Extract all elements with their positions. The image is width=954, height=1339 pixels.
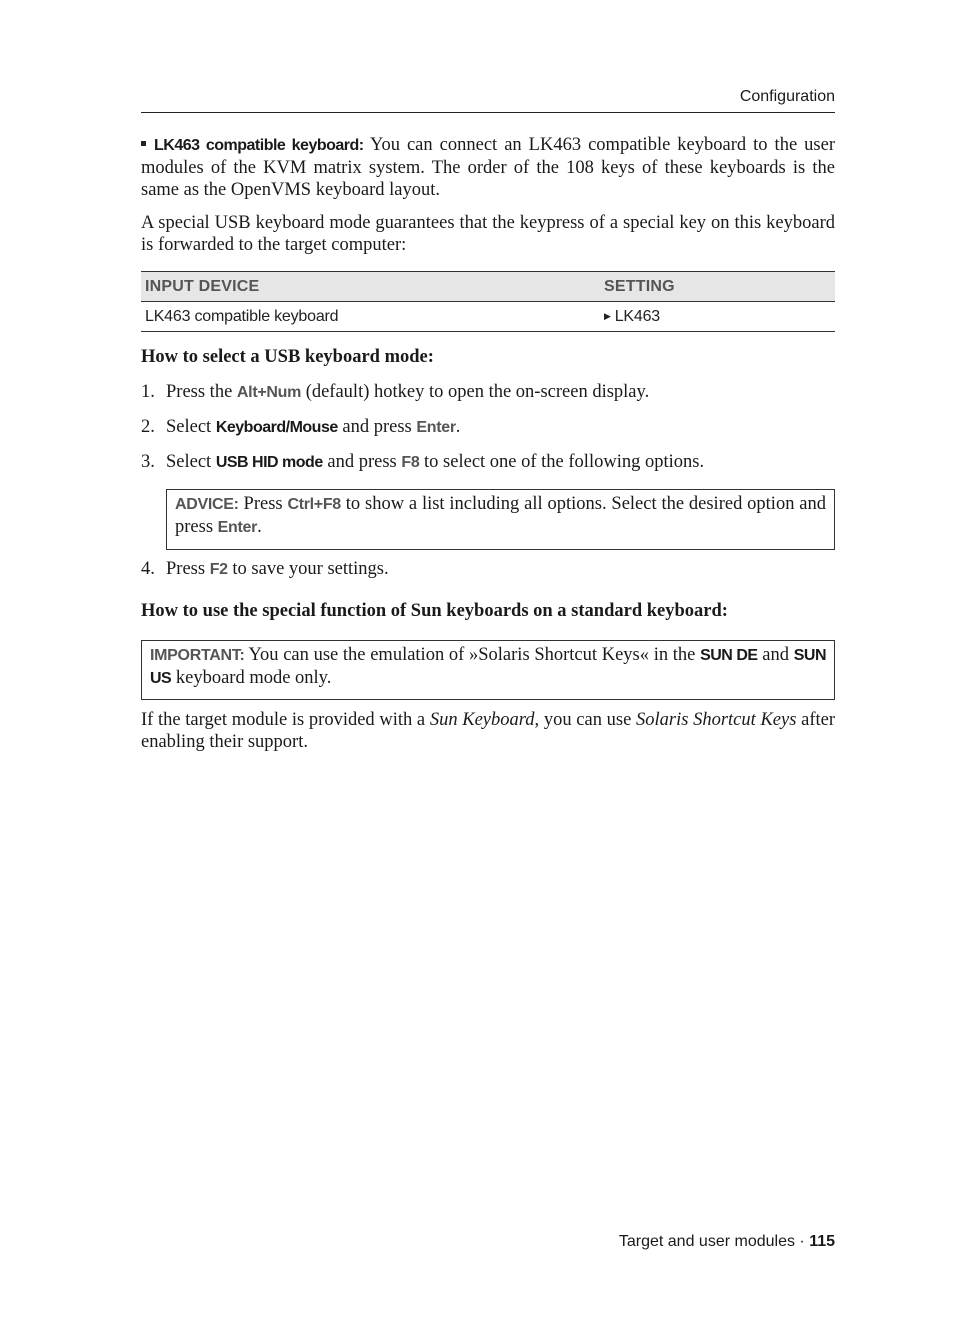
- mode-ref: SUN US: [150, 647, 826, 687]
- running-header: Configuration: [739, 88, 835, 105]
- bullet-square-icon: [141, 141, 146, 146]
- table-header-row: [141, 272, 835, 302]
- cell-device: LK463 compatible keyboard: [141, 302, 600, 332]
- menu-item-ref: Keyboard/Mouse: [215, 419, 338, 436]
- triangle-right-icon: ▶: [604, 310, 611, 321]
- page-footer: [141, 1233, 835, 1251]
- key-ref: F8: [401, 454, 420, 471]
- step-3: 3. Select USB HID mode and press F8 to select one of the following options.: [141, 452, 705, 472]
- step-1: 1. Press the Alt+Num (default) hotkey to open the on-screen display.: [141, 382, 650, 402]
- column-header-device: INPUT DEVICE: [141, 272, 600, 302]
- bullet-term: LK463 compatible keyboard:: [154, 137, 364, 154]
- cell-setting: [600, 302, 835, 332]
- menu-item-ref: USB HID mode: [215, 454, 323, 471]
- footer-chapter: Target and user modules ·: [618, 1233, 810, 1250]
- advice-label: ADVICE:: [175, 496, 239, 513]
- step-4: 4. Press F2 to save your settings.: [141, 559, 389, 579]
- closing-paragraph: If the target module is provided with a Sun Keyboard, you can use Solaris Shortcut Keys after enabling their support.: [141, 710, 835, 752]
- section-heading-select-mode: How to select a USB keyboard mode:: [141, 347, 434, 367]
- table-row: [141, 302, 835, 332]
- page-number: 115: [809, 1233, 835, 1250]
- cell-setting-value: LK463: [614, 307, 661, 325]
- key-ref: Enter: [416, 419, 456, 436]
- step-2: 2. Select Keyboard/Mouse and press Enter.: [141, 417, 461, 437]
- key-ref: F2: [209, 561, 228, 578]
- intro-paragraph: A special USB keyboard mode guarantees that the keypress of a special key on this keyboard is forwarded to the target computer:: [141, 213, 835, 255]
- bullet-item: [141, 134, 835, 201]
- column-header-setting: SETTING: [600, 272, 835, 302]
- header-rule: [141, 112, 835, 113]
- mode-ref: SUN DE: [700, 647, 758, 664]
- important-label: IMPORTANT:: [150, 647, 245, 664]
- hotkey: Alt+Num: [236, 384, 302, 401]
- bullet-text: You can connect an LK463 compatible keyboard to the user modules of the KVM matrix system. The order of the 108 keys of these keyboards is the same as the OpenVMS keyboard layout.: [141, 135, 835, 200]
- key-ref: Enter: [217, 519, 258, 536]
- important-box: IMPORTANT: You can use the emulation of »Solaris Shortcut Keys« in the SUN DE and SUN US keyboard mode only.: [141, 640, 835, 700]
- settings-table: [141, 271, 835, 332]
- key-ref: Ctrl+F8: [287, 496, 341, 513]
- section-heading-sun-keyboards: How to use the special function of Sun keyboards on a standard keyboard:: [141, 601, 728, 621]
- advice-box: ADVICE: Press Ctrl+F8 to show a list including all options. Select the desired option and press Enter.: [166, 489, 835, 550]
